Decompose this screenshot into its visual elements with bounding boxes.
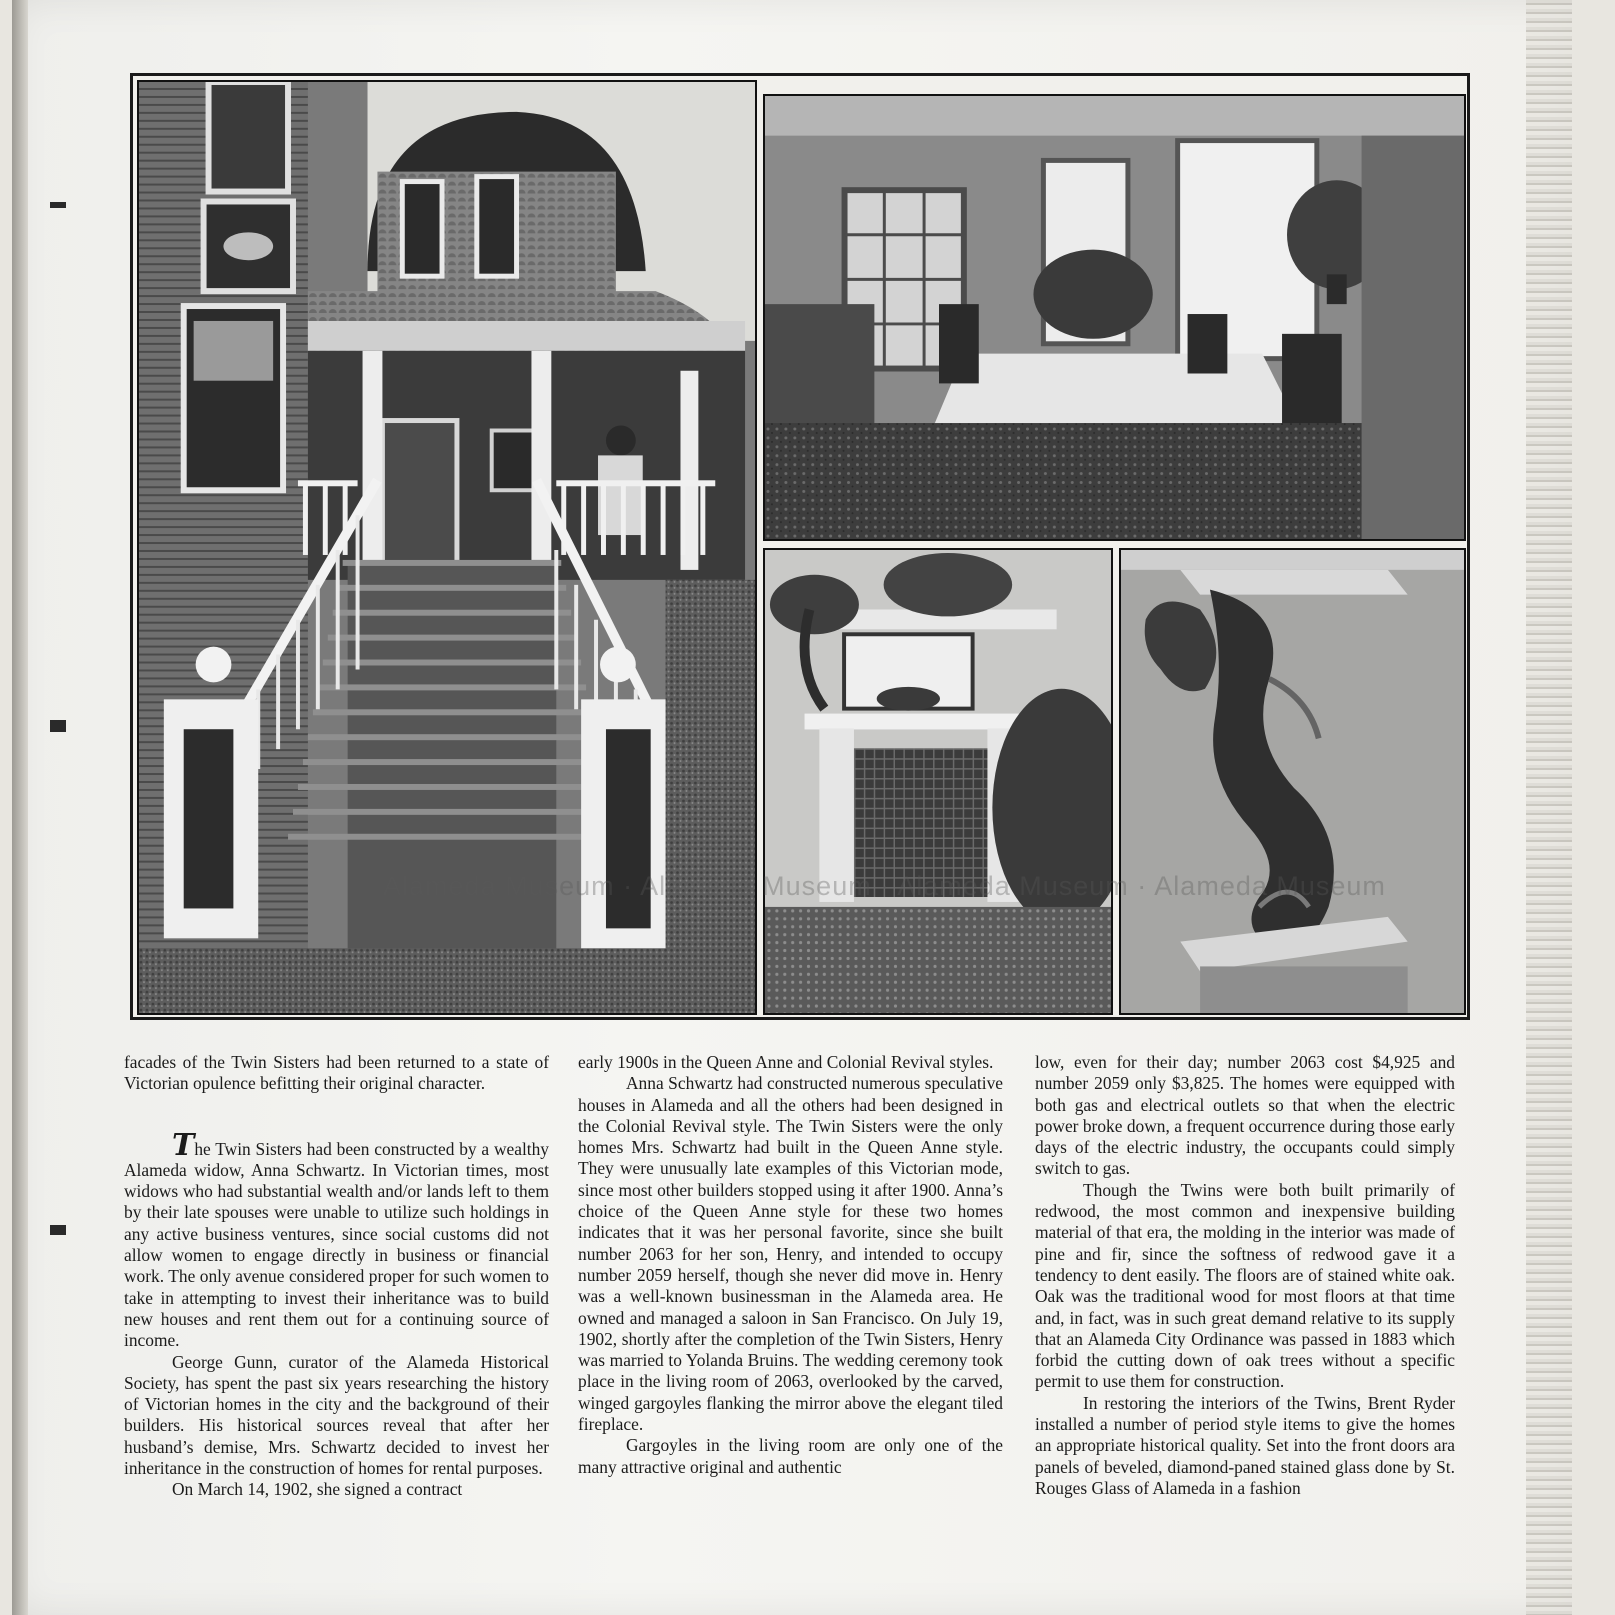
page-stack-edge	[1526, 0, 1572, 1615]
house-illustration	[139, 82, 755, 1013]
paragraph-drop-cap	[124, 1127, 549, 1352]
fireplace-illustration	[765, 550, 1111, 1013]
paragraph: facades of the Twin Sisters had been returned to a state of Victorian opulence befitting their original character.	[124, 1052, 549, 1094]
page-fold-shadow	[12, 0, 28, 1615]
paragraph: George Gunn, curator of the Alameda Historical Society, has spent the past six years researching the history of Victorian homes in the city and the background of their builders. His historical sources reveal that after her husband’s demise, Mrs. Schwartz decided to invest her inheritance in the construction of homes for rental purposes.	[124, 1351, 549, 1479]
paragraph: Though the Twins were both built primarily of redwood, the most common and inexpensive building material of that era, the molding in the interior was made of pine and fir, since the softness of redwood gave it a tendency to dent easily. The floors are of stained white oak. Oak was the traditional wood for most floors at that time and, in fact, was in such great demand relative to its supply that an Alameda City Ordinance was passed in 1883 which forbid the cutting down of oak trees without a specific permit to use them for construction.	[1035, 1179, 1455, 1392]
paragraph-text: he Twin Sisters had been constructed by a wealthy Alameda widow, Anna Schwartz. In Victorian times, most widows who had substantial wealth and/or lands left to them by their late spouses were unable to utilize such holdings in any active business ventures, since social customs did not allow women to engage directly in business or financial work. The only avenue considered proper for such women to take in attempting to invest their inheritance was to build new houses and rent them out for a continuing source of income.	[124, 1138, 549, 1351]
article-column-3	[1035, 1052, 1455, 1499]
binding-marks	[42, 180, 70, 1280]
photo-carved-gargoyle	[1119, 548, 1466, 1015]
paragraph: low, even for their day; number 2063 cost $4,925 and number 2059 only $3,825. The homes were equipped with both gas and electrical outlets so that when the electric power broke down, a frequent occurrence during those early days of the electric industry, the occupants could simply switch to gas.	[1035, 1052, 1455, 1179]
photo-dining-room	[763, 94, 1466, 541]
paragraph: On March 14, 1902, she signed a contract	[172, 1479, 463, 1500]
photo-layout	[130, 73, 1470, 1020]
photo-house-staircase	[137, 80, 757, 1015]
paragraph: early 1900s in the Queen Anne and Colonial Revival styles.	[578, 1052, 994, 1072]
watermark-text: Alameda Museum · Alameda Museum · Alameda Museum · Alameda Museum	[383, 871, 1386, 901]
gargoyle-illustration	[1121, 550, 1464, 1013]
dining-room-illustration	[765, 96, 1464, 539]
drop-cap: T	[172, 1127, 195, 1163]
newspaper-page	[12, 0, 1572, 1615]
photo-fireplace	[763, 548, 1113, 1015]
paragraph: Gargoyles in the living room are only one of the many attractive original and authentic	[578, 1435, 1003, 1477]
paragraph: In restoring the interiors of the Twins, Brent Ryder installed a number of period style items to give the homes an appropriate historical quality. Set into the front doors ara panels of beveled, diamond-paned stained glass done by St. Rouges Glass of Alameda in a fashion	[1035, 1392, 1455, 1498]
article-column-1	[124, 1052, 549, 1501]
article-column-2	[578, 1052, 1003, 1478]
paragraph: Anna Schwartz had constructed numerous speculative houses in Alameda and all the others had been designed in the Colonial Revival style. The Twin Sisters were the only homes Mrs. Schwartz had built in the Queen Anne style. They were unusually late examples of this Victorian mode, since most other builders stopped using it after 1900. Anna’s choice of the Queen Anne style for these two homes indicates that it was her personal favorite, since she built number 2063 for her son, Henry, and intended to occupy number 2059 herself, though she never did move in. Henry was a well-known businessman in the Alameda area. He owned and managed a saloon in San Francisco. On July 19, 1902, shortly after the completion of the Twin Sisters, Henry was married to Yolanda Bruins. The wedding ceremony took place in the living room of 2063, overlooked by the carved, winged gargoyles flanking the mirror above the elegant tiled fireplace.	[578, 1073, 1003, 1435]
